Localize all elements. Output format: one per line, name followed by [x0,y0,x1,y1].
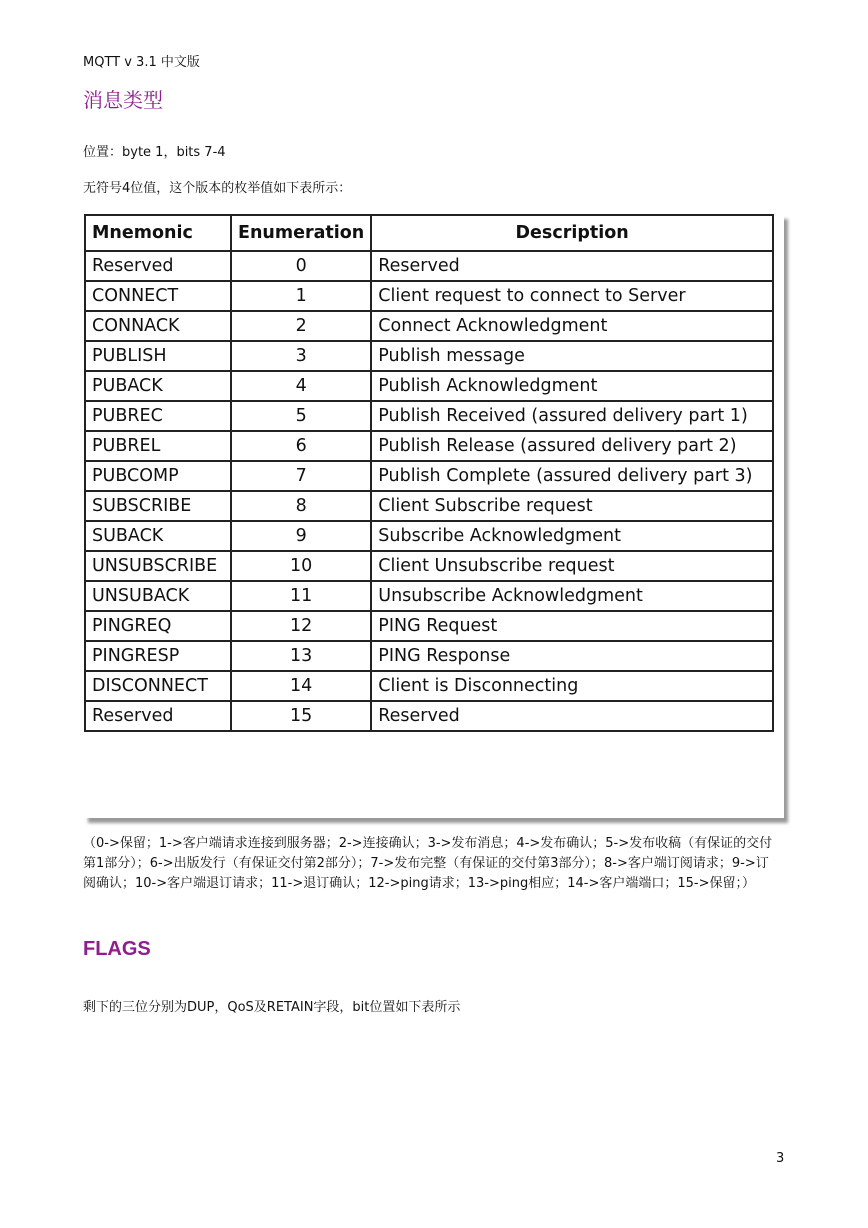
enumeration-cell: 6 [231,431,371,461]
enumeration-cell: 3 [231,341,371,371]
table-row [85,521,773,551]
enumeration-notes: （0->保留；1->客户端请求连接到服务器；2->连接确认；3->发布消息；4->发布确认；5->发布收稿（有保证的交付第1部分）；6->出版发行（有保证交付第2部分）；7->发布完整（有保证的交付第3部分）；8->客户端订阅请求；9->订阅确认；10->客户端退订请求；11->退订确认；12->ping请求；13->ping相应；14->客户端端口；15->保留；） [83,836,773,891]
table-row [85,311,773,341]
flags-title: FLAGS [83,938,151,960]
mnemonic-cell: CONNECT [85,281,231,311]
mnemonic-cell: UNSUBACK [85,581,231,611]
mnemonic-cell: PUBACK [85,371,231,401]
description-cell: PING Request [371,611,773,641]
description-cell: Publish Complete (assured delivery part 3) [371,461,773,491]
message-type-table-image [84,214,784,818]
table-header-row [85,215,773,251]
description-cell: Publish Acknowledgment [371,371,773,401]
enumeration-cell: 5 [231,401,371,431]
enumeration-cell: 8 [231,491,371,521]
table-row [85,251,773,281]
table-row [85,281,773,311]
table-row [85,341,773,371]
mnemonic-cell: PINGRESP [85,641,231,671]
intro-text: 无符号4位值，这个版本的枚举值如下表所示： [83,181,352,196]
mnemonic-cell: CONNACK [85,311,231,341]
table-row [85,551,773,581]
enumeration-cell: 9 [231,521,371,551]
table-row [85,701,773,731]
description-cell: Publish message [371,341,773,371]
mnemonic-cell: PUBLISH [85,341,231,371]
table-row [85,641,773,671]
mnemonic-cell: Reserved [85,251,231,281]
table-row [85,491,773,521]
table-row [85,431,773,461]
mnemonic-cell: PUBCOMP [85,461,231,491]
message-type-table [84,214,774,732]
enumeration-cell: 13 [231,641,371,671]
header-mnemonic: Mnemonic [85,215,231,251]
description-cell: Publish Release (assured delivery part 2) [371,431,773,461]
mnemonic-cell: PINGREQ [85,611,231,641]
table-row [85,581,773,611]
description-cell: Unsubscribe Acknowledgment [371,581,773,611]
mnemonic-cell: SUBSCRIBE [85,491,231,521]
description-cell: PING Response [371,641,773,671]
mnemonic-cell: UNSUBSCRIBE [85,551,231,581]
table-row [85,371,773,401]
description-cell: Client request to connect to Server [371,281,773,311]
description-cell: Reserved [371,701,773,731]
position-text: 位置：byte 1，bits 7-4 [83,145,226,160]
description-cell: Publish Received (assured delivery part 1) [371,401,773,431]
enumeration-cell: 10 [231,551,371,581]
table-row [85,671,773,701]
mnemonic-cell: PUBREC [85,401,231,431]
mnemonic-cell: SUBACK [85,521,231,551]
enumeration-cell: 0 [231,251,371,281]
flags-text: 剩下的三位分别为DUP，QoS及RETAIN字段，bit位置如下表所示 [83,1000,461,1015]
table-row [85,401,773,431]
document-header: MQTT v 3.1 中文版 [83,55,200,70]
section-title: 消息类型 [83,88,163,112]
enumeration-cell: 4 [231,371,371,401]
enumeration-cell: 2 [231,311,371,341]
header-enumeration: Enumeration [231,215,371,251]
enumeration-cell: 1 [231,281,371,311]
description-cell: Client is Disconnecting [371,671,773,701]
description-cell: Subscribe Acknowledgment [371,521,773,551]
description-cell: Reserved [371,251,773,281]
mnemonic-cell: Reserved [85,701,231,731]
mnemonic-cell: DISCONNECT [85,671,231,701]
enumeration-cell: 14 [231,671,371,701]
page-number: 3 [776,1151,785,1166]
enumeration-cell: 11 [231,581,371,611]
table-row [85,461,773,491]
enumeration-cell: 15 [231,701,371,731]
header-description: Description [371,215,773,251]
enumeration-cell: 7 [231,461,371,491]
description-cell: Connect Acknowledgment [371,311,773,341]
description-cell: Client Unsubscribe request [371,551,773,581]
mnemonic-cell: PUBREL [85,431,231,461]
table-row [85,611,773,641]
enumeration-cell: 12 [231,611,371,641]
description-cell: Client Subscribe request [371,491,773,521]
